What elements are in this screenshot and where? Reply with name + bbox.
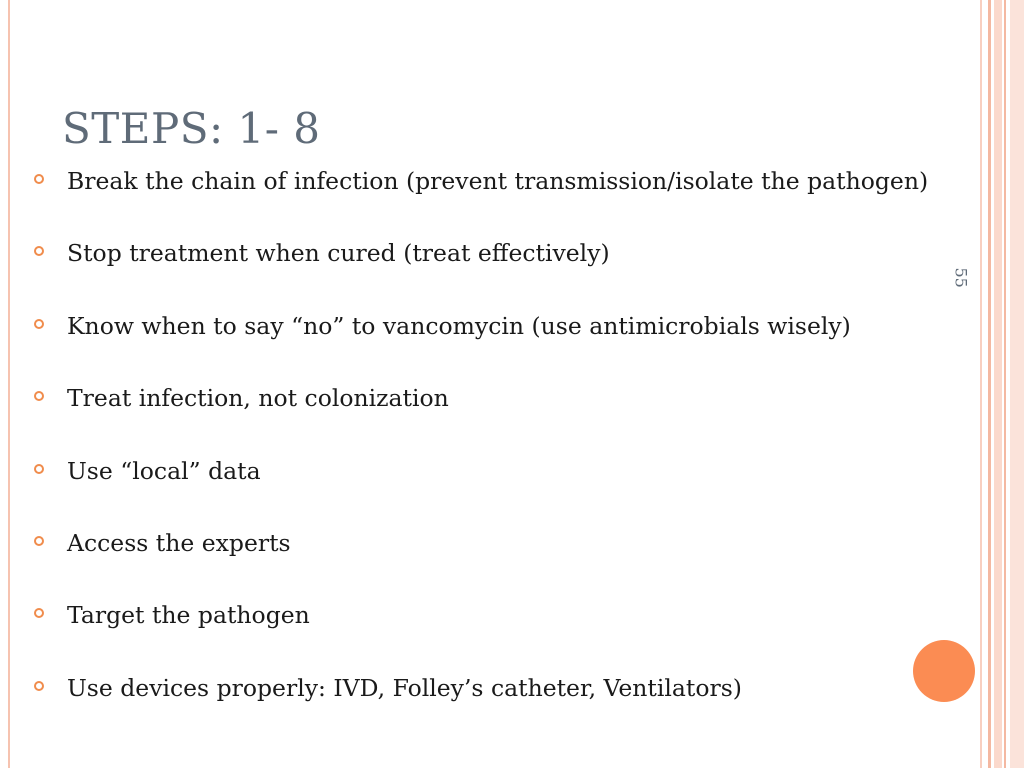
bullet-text: Target the pathogen xyxy=(67,601,310,630)
stripe xyxy=(980,0,982,768)
accent-circle-decoration xyxy=(913,640,975,702)
bullet-text: Break the chain of infection (prevent transmission/isolate the pathogen) xyxy=(67,167,929,195)
list-item xyxy=(34,164,928,236)
bullet-text: Treat infection, not colonization xyxy=(67,384,449,413)
list-item xyxy=(34,309,928,381)
bullet-circle-icon xyxy=(34,246,44,256)
bullet-text: Stop treatment when cured (treat effectively) xyxy=(67,239,610,268)
bullet-circle-icon xyxy=(34,391,44,401)
bullet-list xyxy=(34,164,928,743)
bullet-text: Use “local” data xyxy=(67,456,261,485)
bullet-circle-icon xyxy=(34,319,44,329)
stripe xyxy=(988,0,991,768)
list-item xyxy=(34,671,928,743)
list-item xyxy=(34,236,928,308)
stripe xyxy=(1004,0,1006,768)
stripe xyxy=(994,0,1002,768)
bullet-circle-icon xyxy=(34,536,44,546)
right-decorative-stripes xyxy=(980,0,1024,768)
bullet-circle-icon xyxy=(34,681,44,691)
list-item xyxy=(34,598,928,670)
bullet-circle-icon xyxy=(34,464,44,474)
bullet-text: Access the experts xyxy=(67,528,291,557)
list-item xyxy=(34,381,928,453)
left-border-line xyxy=(8,0,10,768)
slide-title: STEPS: 1- 8 xyxy=(62,104,321,153)
bullet-circle-icon xyxy=(34,608,44,618)
stripe xyxy=(1010,0,1024,768)
bullet-text: Use devices properly: IVD, Folley’s catheter, Ventilators) xyxy=(67,673,742,702)
list-item xyxy=(34,526,928,598)
list-item xyxy=(34,454,928,526)
bullet-circle-icon xyxy=(34,174,44,184)
bullet-text: Know when to say “no” to vancomycin (use antimicrobials wisely) xyxy=(67,311,851,340)
page-number: 55 xyxy=(951,267,971,288)
